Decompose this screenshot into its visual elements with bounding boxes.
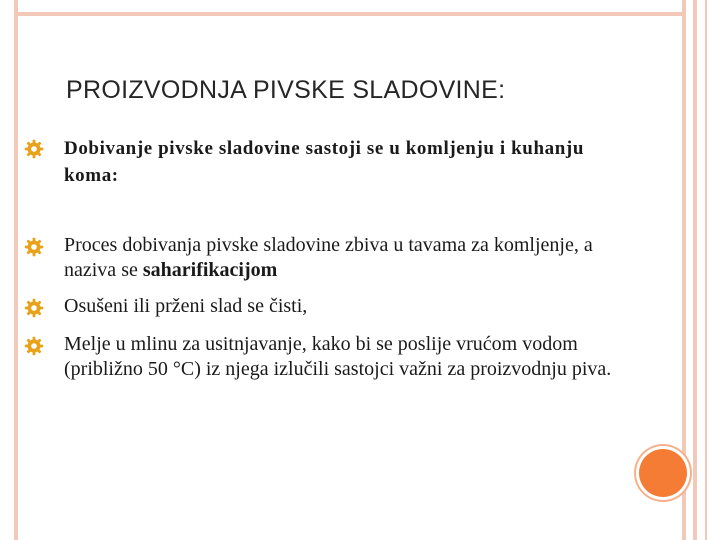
bullet-text: Melje u mlinu za usitnjavanje, kako bi se poslije vrućom vodom (približno 50 °C) iz njega izlučili sastojci važni za proizvodnju piva. — [64, 333, 612, 380]
decorative-circle — [639, 449, 687, 497]
gear-icon — [24, 139, 44, 159]
bullet-text: Dobivanje pivske sladovine sastoji se u komljenju i kuhanju koma: — [64, 138, 585, 186]
bullet-text — [64, 233, 624, 283]
bullet-text-bold: saharifikacijom — [142, 259, 278, 281]
gear-icon — [24, 298, 44, 318]
frame-right-line — [693, 0, 697, 540]
gear-icon — [24, 237, 44, 257]
gear-icon — [24, 336, 44, 356]
frame-top-line — [14, 12, 686, 16]
frame-right-line — [705, 0, 707, 540]
bullet-text: Osušeni ili prženi slad se čisti, — [64, 295, 308, 317]
bullet-text-regular: Proces dobivanja pivske sladovine zbiva u tavama za komljenje, a naziva se — [64, 234, 593, 281]
frame-left-line — [14, 0, 18, 540]
slide-title: PROIZVODNJA PIVSKE SLADOVINE: — [66, 76, 506, 104]
